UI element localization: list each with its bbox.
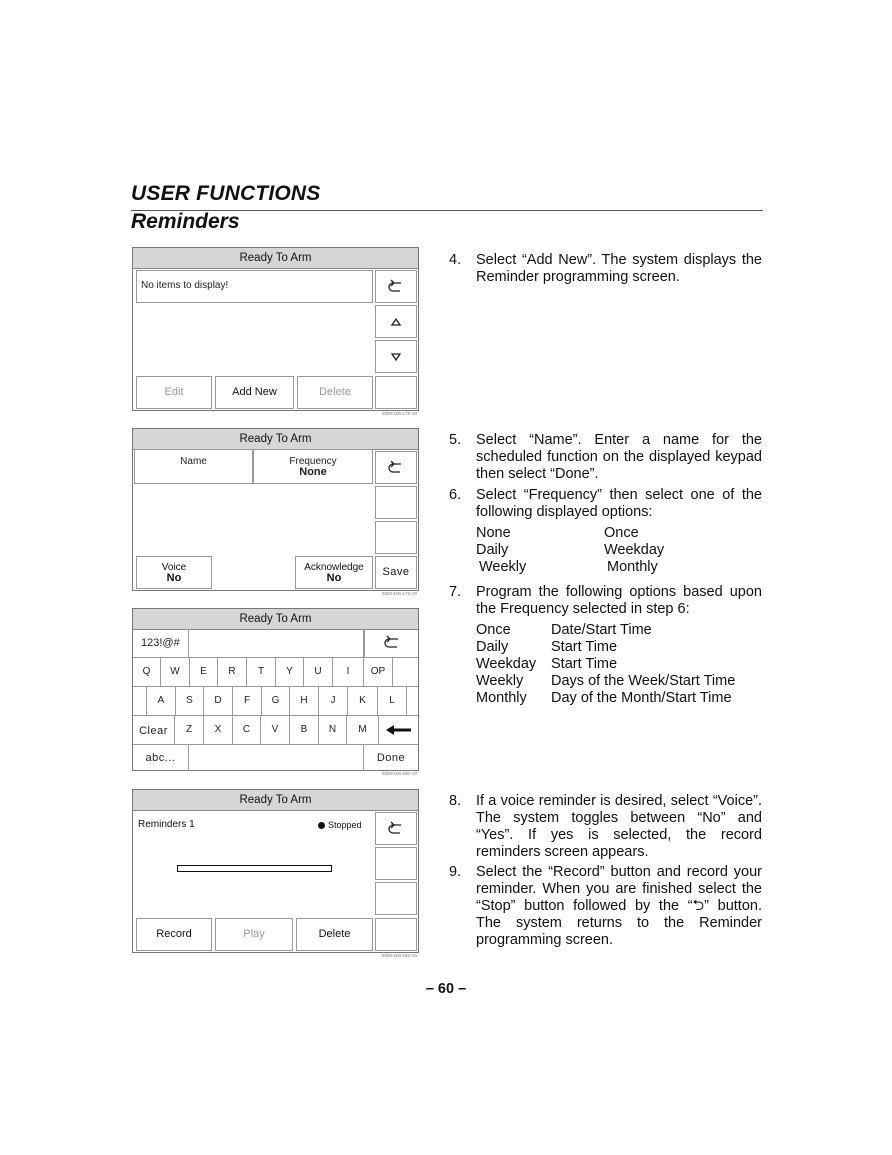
step-text: Select “Frequency” then select one of the following displayed options: (476, 487, 762, 520)
key-e[interactable]: E (190, 658, 218, 686)
key-a[interactable]: A (147, 687, 176, 715)
step-number: 8. (449, 793, 462, 809)
acknowledge-value: No (326, 572, 342, 584)
step-8 (449, 793, 762, 861)
back-arrow-icon (365, 629, 419, 657)
frequency-value: None (299, 466, 327, 478)
key-h[interactable]: H (290, 687, 319, 715)
step-4 (449, 252, 762, 286)
keypad-bottom-row (133, 744, 418, 771)
table-option: Days of the Week/Start Time (551, 673, 736, 689)
step-5 (449, 432, 762, 483)
voice-label: Voice (161, 562, 187, 573)
figure-code: 5000-100-176-V0 (382, 591, 418, 596)
option: Once (604, 525, 639, 541)
space-key[interactable] (189, 745, 364, 771)
option: Weekly (479, 559, 527, 575)
up-triangle-icon (376, 306, 416, 337)
step-text: Select the “Record” button and record your reminder. When you are finished select the “Stop” button followed by the “⮌” button. The system returns to the Reminder programming screen. (476, 864, 762, 948)
text-entry-field[interactable] (189, 629, 364, 657)
blank-button[interactable] (375, 376, 417, 409)
key-y[interactable]: Y (276, 658, 304, 686)
clear-key[interactable]: Clear (133, 716, 175, 744)
record-reminder-screen (132, 789, 419, 953)
key-t[interactable]: T (247, 658, 276, 686)
empty-list-text: No items to display! (141, 280, 229, 291)
key-l[interactable]: L (378, 687, 407, 715)
step-7 (449, 584, 762, 618)
step-number: 6. (449, 487, 462, 503)
acknowledge-label: Acknowledge (304, 562, 364, 573)
option: Monthly (607, 559, 658, 575)
voice-button[interactable] (136, 556, 212, 589)
symbols-key[interactable]: 123!@# (133, 629, 189, 657)
step-text: If a voice reminder is desired, select “Voice”. The system toggles between “No” and “Yes”. If yes is selected, the record reminders screen appears. (476, 793, 762, 860)
scroll-down-button[interactable] (375, 340, 417, 373)
reminder-list-screen (132, 247, 419, 411)
keypad-row-3 (133, 715, 418, 744)
keypad-row-1 (133, 657, 418, 686)
step-6 (449, 487, 762, 521)
back-arrow-icon (376, 813, 416, 844)
abc-key[interactable]: abc... (133, 745, 189, 771)
key-k[interactable]: K (348, 687, 378, 715)
key-m[interactable]: M (347, 716, 379, 744)
keypad-screen (132, 608, 419, 771)
step-text: Program the following options based upon the Frequency selected in step 6: (476, 584, 762, 617)
blank-button[interactable] (375, 847, 417, 880)
name-label: Name (180, 456, 207, 467)
key-u[interactable]: U (304, 658, 333, 686)
table-option: Start Time (551, 656, 618, 672)
page-number: – 60 – (425, 981, 467, 997)
key-v[interactable]: V (261, 716, 290, 744)
figure-code: 5000-100-182-V0 (382, 953, 418, 958)
back-button[interactable] (375, 451, 417, 484)
back-button[interactable] (375, 812, 417, 845)
blank-button[interactable] (375, 486, 417, 519)
keypad-row-2 (133, 686, 418, 715)
key-spacer (133, 687, 147, 715)
table-option: Start Time (551, 639, 618, 655)
key-s[interactable]: S (176, 687, 204, 715)
back-key[interactable] (364, 629, 418, 657)
save-button[interactable]: Save (375, 556, 417, 589)
screen-title: Ready To Arm (133, 609, 418, 630)
backspace-key[interactable] (379, 716, 418, 744)
option: Daily (476, 542, 509, 558)
delete-button[interactable]: Delete (297, 376, 373, 409)
down-triangle-icon (376, 341, 416, 372)
key-x[interactable]: X (204, 716, 233, 744)
reminder-list[interactable] (136, 270, 373, 303)
blank-button[interactable] (375, 882, 417, 915)
step-number: 9. (449, 864, 462, 880)
status-indicator (318, 820, 362, 830)
done-key[interactable]: Done (376, 752, 406, 764)
table-option: Day of the Month/Start Time (551, 690, 732, 706)
key-b[interactable]: B (290, 716, 319, 744)
table-freq: Once (476, 622, 511, 638)
key-q[interactable]: Q (133, 658, 161, 686)
back-button[interactable] (375, 270, 417, 303)
blank-button[interactable] (375, 521, 417, 554)
table-freq: Weekly (476, 673, 524, 689)
step-number: 7. (449, 584, 462, 600)
voice-value: No (166, 572, 182, 584)
table-freq: Monthly (476, 690, 527, 706)
step-text: Select “Name”. Enter a name for the scheduled function on the displayed keypad then select “Done”. (476, 432, 762, 482)
status-dot-icon (318, 822, 325, 829)
edit-button[interactable]: Edit (136, 376, 212, 409)
add-new-button[interactable]: Add New (215, 376, 294, 409)
key-r[interactable]: R (218, 658, 247, 686)
scroll-up-button[interactable] (375, 305, 417, 338)
key-c[interactable]: C (233, 716, 261, 744)
step-9 (449, 864, 762, 949)
step-number: 4. (449, 252, 462, 268)
key-g[interactable]: G (262, 687, 290, 715)
name-field[interactable] (134, 449, 253, 484)
frequency-field[interactable] (253, 449, 373, 484)
play-button[interactable]: Play (215, 918, 293, 951)
keypad-top-row (133, 629, 418, 657)
frequency-label: Frequency (289, 456, 337, 467)
reminder-programming-screen (132, 428, 419, 591)
acknowledge-button[interactable] (295, 556, 373, 589)
backspace-arrow-icon (379, 716, 418, 744)
table-option: Date/Start Time (551, 622, 652, 638)
step-text: Select “Add New”. The system displays the Reminder programming screen. (476, 252, 762, 285)
screen-title: Ready To Arm (133, 248, 418, 269)
key-z[interactable]: Z (175, 716, 204, 744)
record-button[interactable]: Record (136, 918, 212, 951)
key-i[interactable]: I (333, 658, 364, 686)
subsection-title: Reminders (131, 210, 240, 233)
option: None (476, 525, 511, 541)
key-j[interactable]: J (319, 687, 348, 715)
step-number: 5. (449, 432, 462, 448)
blank-button[interactable] (375, 918, 417, 951)
table-freq: Weekday (476, 656, 537, 672)
figure-code: 5000-100-178-V0 (382, 411, 418, 416)
back-arrow-icon (376, 271, 416, 302)
screen-title: Ready To Arm (133, 429, 418, 450)
delete-button[interactable]: Delete (296, 918, 373, 951)
key-f[interactable]: F (233, 687, 262, 715)
back-arrow-icon (376, 452, 416, 483)
key-op[interactable]: OP (364, 658, 393, 686)
recording-progress-bar (177, 865, 332, 872)
key-d[interactable]: D (204, 687, 233, 715)
key-n[interactable]: N (319, 716, 347, 744)
reminder-name: Reminders 1 (138, 819, 195, 830)
table-freq: Daily (476, 639, 509, 655)
figure-code: 5000-100-180-V0 (382, 771, 418, 776)
option: Weekday (604, 542, 665, 558)
status-text: Stopped (328, 820, 362, 830)
key-w[interactable]: W (161, 658, 190, 686)
screen-title: Ready To Arm (133, 790, 418, 811)
section-title: USER FUNCTIONS (131, 182, 321, 205)
